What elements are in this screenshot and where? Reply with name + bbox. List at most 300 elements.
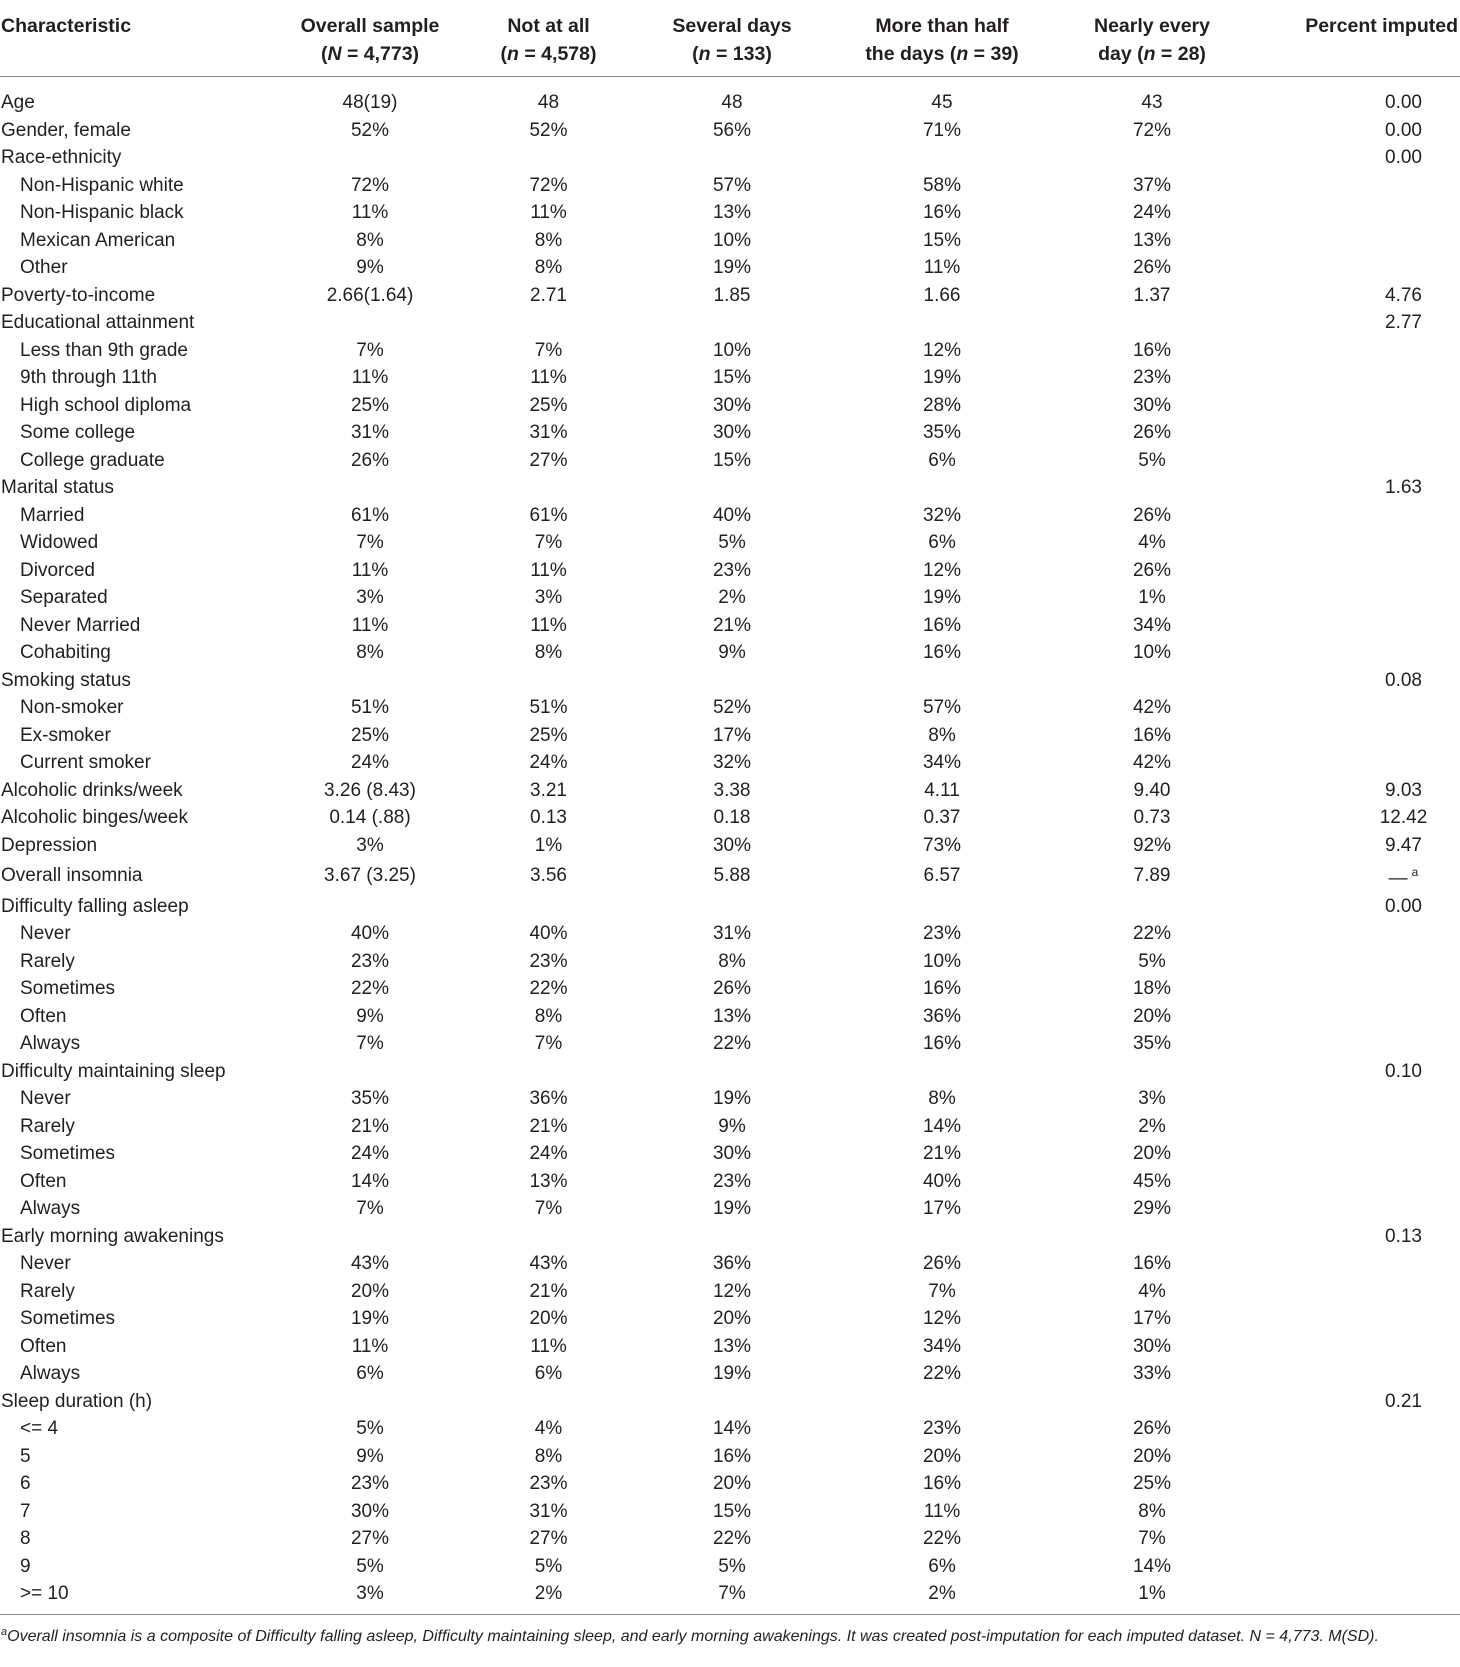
row-label: High school diploma <box>20 394 192 416</box>
cell-nearly: 26% <box>1132 504 1172 526</box>
row-label: Early morning awakenings <box>1 1225 224 1247</box>
cell-overall <box>290 309 450 337</box>
cell-notatall: 27% <box>529 449 568 471</box>
cell-notatall: 7% <box>534 1198 563 1219</box>
table-row <box>0 199 1460 227</box>
cell-nearly: 9.40 <box>1133 779 1171 801</box>
cell-overall: 22% <box>350 978 390 999</box>
cell-morehalf: 23% <box>922 923 962 944</box>
row-label: Difficulty falling asleep <box>1 895 189 917</box>
cell-morehalf: 6% <box>928 1555 956 1577</box>
table-row <box>0 419 1460 447</box>
cell-overall: 27% <box>350 1528 390 1549</box>
cell-notatall: 5% <box>534 1555 563 1577</box>
imputed-value: 9.03 <box>1385 779 1422 801</box>
table-row <box>0 529 1460 557</box>
header-overall-line1: Overall sample <box>300 15 440 37</box>
row-label: <= 4 <box>20 1418 59 1439</box>
row-label: Smoking status <box>1 669 131 691</box>
cell-several: 52% <box>712 697 752 718</box>
cell-percent-imputed <box>1237 227 1460 255</box>
cell-notatall: 6% <box>534 1363 563 1384</box>
row-label: Less than 9th grade <box>20 339 188 361</box>
cell-percent-imputed <box>1237 392 1460 420</box>
table-row <box>0 172 1460 200</box>
cell-notatall: 27% <box>529 1528 568 1549</box>
cell-nearly <box>1067 474 1237 502</box>
header-morehalf-line1: More than half <box>875 15 1009 37</box>
cell-nearly: 34% <box>1132 614 1172 636</box>
table-row <box>0 749 1460 777</box>
cell-morehalf: 19% <box>922 367 962 388</box>
cell-overall: 8% <box>356 229 384 251</box>
cell-several: 13% <box>712 1335 752 1357</box>
cell-several: 21% <box>712 614 752 636</box>
cell-notatall: 8% <box>534 1005 563 1027</box>
cell-several <box>647 309 817 337</box>
imputed-value: 4.76 <box>1385 284 1422 306</box>
cell-percent-imputed <box>1237 749 1460 777</box>
cell-notatall: 1% <box>534 834 563 856</box>
row-label: Other <box>20 257 68 278</box>
cell-morehalf: 7% <box>928 1280 956 1302</box>
table-row <box>0 474 1460 502</box>
cell-notatall: 24% <box>529 752 568 773</box>
cell-overall: 31% <box>350 422 390 443</box>
cell-morehalf: 36% <box>922 1005 962 1027</box>
table-row <box>0 309 1460 337</box>
table-row <box>0 832 1460 860</box>
cell-morehalf: 12% <box>922 1308 962 1329</box>
cell-nearly <box>1067 144 1237 172</box>
cell-morehalf: 16% <box>922 202 962 223</box>
cell-nearly: 72% <box>1132 119 1172 141</box>
row-label: Non-smoker <box>20 697 124 718</box>
header-several-line1: Several days <box>672 15 792 37</box>
cell-percent-imputed <box>1237 1058 1460 1086</box>
table-row <box>0 722 1460 750</box>
imputed-value: 12.42 <box>1379 807 1428 828</box>
cell-notatall: 3.21 <box>530 779 567 801</box>
cell-overall: 72% <box>350 174 390 196</box>
table-row <box>0 557 1460 585</box>
row-label: Rarely <box>20 950 75 972</box>
cell-nearly: 20% <box>1132 1445 1172 1467</box>
cell-notatall: 22% <box>529 978 568 999</box>
cell-overall: 2.66(1.64) <box>326 284 414 306</box>
cell-nearly <box>1067 893 1237 921</box>
row-label: Overall insomnia <box>1 865 143 886</box>
header-nearly-line1: Nearly every <box>1093 15 1210 37</box>
row-label: Non-Hispanic white <box>20 174 184 196</box>
table-row <box>0 282 1460 310</box>
cell-notatall <box>450 1223 647 1251</box>
table-row <box>0 1498 1460 1526</box>
cell-morehalf: 11% <box>923 1500 961 1522</box>
row-label: Educational attainment <box>1 312 195 333</box>
cell-overall: 23% <box>350 950 390 972</box>
cell-overall: 5% <box>356 1555 384 1577</box>
cell-morehalf: 0.37 <box>923 807 961 828</box>
cell-notatall: 8% <box>534 257 563 278</box>
cell-morehalf: 32% <box>922 504 962 526</box>
cell-overall: 21% <box>350 1115 390 1137</box>
table-row <box>0 1388 1460 1416</box>
cell-notatall <box>450 1388 647 1416</box>
cell-overall <box>290 893 450 921</box>
cell-several: 23% <box>712 559 752 581</box>
cell-nearly: 0.73 <box>1133 807 1171 828</box>
cell-several: 32% <box>712 752 752 773</box>
cell-nearly: 5% <box>1138 449 1166 471</box>
row-label: Never <box>20 923 71 944</box>
cell-overall: 7% <box>356 532 384 553</box>
cell-notatall: 4% <box>534 1418 563 1439</box>
table-row <box>0 1415 1460 1443</box>
table-row <box>0 447 1460 475</box>
cell-morehalf: 16% <box>922 978 962 999</box>
cell-percent-imputed <box>1237 1113 1460 1141</box>
cell-several: 15% <box>712 367 752 388</box>
cell-nearly <box>1067 1223 1237 1251</box>
cell-nearly: 2% <box>1138 1115 1166 1137</box>
cell-nearly: 24% <box>1132 202 1172 223</box>
cell-notatall <box>450 667 647 695</box>
cell-percent-imputed <box>1237 1525 1460 1553</box>
row-label: Always <box>20 1198 81 1219</box>
cell-several <box>647 1388 817 1416</box>
row-label: Current smoker <box>20 752 151 773</box>
cell-overall: 30% <box>350 1500 390 1522</box>
cell-morehalf <box>817 309 1067 337</box>
header-percent-imputed <box>1237 12 1460 77</box>
header-overall-sample: Overall sample (N = 4,773) <box>290 12 450 77</box>
header-notatall-var: n <box>507 43 519 65</box>
cell-percent-imputed <box>1237 199 1460 227</box>
cell-overall: 7% <box>356 1033 384 1054</box>
cell-percent-imputed <box>1237 282 1460 310</box>
cell-nearly: 25% <box>1132 1473 1172 1494</box>
cell-notatall: 20% <box>529 1308 568 1329</box>
header-morehalf-count: = 39) <box>968 43 1019 65</box>
row-label: Rarely <box>20 1280 75 1302</box>
cell-notatall: 11% <box>530 1335 567 1357</box>
row-label: Sleep duration (h) <box>1 1390 153 1412</box>
table-row <box>0 859 1460 893</box>
row-label: 9th through 11th <box>20 367 157 388</box>
row-label: Never Married <box>20 614 141 636</box>
cell-morehalf: 22% <box>922 1363 962 1384</box>
cell-nearly: 13% <box>1132 229 1172 251</box>
table-row <box>0 1470 1460 1498</box>
cell-morehalf: 6% <box>928 532 956 553</box>
table-row <box>0 1278 1460 1306</box>
cell-nearly: 42% <box>1132 752 1172 773</box>
cell-morehalf <box>817 893 1067 921</box>
table-row <box>0 254 1460 282</box>
cell-several: 8% <box>718 950 746 972</box>
cell-several <box>647 1223 817 1251</box>
cell-morehalf: 16% <box>922 614 962 636</box>
cell-nearly: 1% <box>1138 587 1166 608</box>
row-label: Marital status <box>1 477 114 498</box>
cell-notatall <box>450 144 647 172</box>
cell-percent-imputed <box>1237 948 1460 976</box>
cell-several: 36% <box>712 1253 752 1274</box>
imputed-value: 0.00 <box>1385 119 1422 141</box>
table-row <box>0 920 1460 948</box>
cell-overall: 11% <box>351 1335 389 1357</box>
cell-percent-imputed <box>1237 309 1460 337</box>
cell-nearly: 30% <box>1132 1335 1172 1357</box>
cell-overall: 9% <box>356 1445 384 1467</box>
header-characteristic-text: Characteristic <box>1 15 132 37</box>
cell-nearly: 3% <box>1138 1088 1166 1109</box>
table-row <box>0 893 1460 921</box>
cell-several: 19% <box>712 1198 752 1219</box>
cell-notatall: 31% <box>529 1500 568 1522</box>
cell-several: 19% <box>712 1088 752 1109</box>
row-label: 5 <box>20 1445 31 1467</box>
row-label: Sometimes <box>20 1308 116 1329</box>
cell-percent-imputed <box>1237 529 1460 557</box>
cell-several: 13% <box>712 202 752 223</box>
cell-overall: 9% <box>356 1005 384 1027</box>
cell-morehalf <box>817 1058 1067 1086</box>
cell-morehalf: 12% <box>922 559 962 581</box>
row-label: Never <box>20 1253 71 1274</box>
cell-notatall: 8% <box>534 1445 563 1467</box>
imputed-value: 2.77 <box>1385 312 1422 333</box>
cell-nearly: 43 <box>1141 92 1163 113</box>
cell-nearly: 26% <box>1132 257 1172 278</box>
cell-several: 56% <box>712 119 752 141</box>
table-row <box>0 639 1460 667</box>
row-label: Gender, female <box>1 119 131 141</box>
cell-percent-imputed <box>1237 612 1460 640</box>
cell-several: 22% <box>712 1528 752 1549</box>
cell-morehalf: 26% <box>922 1253 962 1274</box>
cell-morehalf: 16% <box>922 1473 962 1494</box>
table-row <box>0 1333 1460 1361</box>
cell-nearly: 33% <box>1132 1363 1172 1384</box>
cell-notatall: 7% <box>534 1033 563 1054</box>
cell-percent-imputed <box>1237 1415 1460 1443</box>
row-label: Widowed <box>20 532 99 553</box>
cell-several: 10% <box>712 339 752 361</box>
cell-percent-imputed <box>1237 172 1460 200</box>
cell-nearly: 4% <box>1138 1280 1166 1302</box>
header-several-days: Several days (n = 133) <box>647 12 817 77</box>
cell-notatall: 2% <box>450 1580 647 1614</box>
table-row <box>0 364 1460 392</box>
cell-percent-imputed <box>1237 1470 1460 1498</box>
cell-nearly: 26% <box>1132 422 1172 443</box>
imputed-value: 9.47 <box>1385 834 1422 856</box>
cell-morehalf: 28% <box>922 394 962 416</box>
cell-overall <box>290 474 450 502</box>
cell-several: 30% <box>712 834 752 856</box>
cell-overall <box>290 667 450 695</box>
cell-notatall: 11% <box>530 614 567 636</box>
header-imputed-text: Percent imputed <box>1305 15 1458 37</box>
row-label: Race-ethnicity <box>1 147 122 168</box>
cell-several: 9% <box>718 642 746 663</box>
cell-morehalf: 8% <box>928 1088 956 1109</box>
row-label: 7 <box>20 1500 31 1522</box>
table-row <box>0 144 1460 172</box>
cell-notatall: 48 <box>537 92 560 113</box>
cell-several: 20% <box>712 1308 752 1329</box>
cell-several <box>647 1058 817 1086</box>
cell-morehalf: 16% <box>922 642 962 663</box>
cell-morehalf: 4.11 <box>924 779 960 801</box>
cell-several: 23% <box>712 1170 752 1192</box>
cell-nearly: 1% <box>1067 1580 1237 1614</box>
cell-overall: 14% <box>350 1170 390 1192</box>
row-label: Ex-smoker <box>20 724 111 746</box>
imputed-value: 0.21 <box>1385 1390 1422 1412</box>
table-row <box>0 77 1460 117</box>
table-row <box>0 1003 1460 1031</box>
row-label: Cohabiting <box>20 642 111 663</box>
table-row <box>0 1443 1460 1471</box>
cell-notatall: 21% <box>529 1115 568 1137</box>
cell-percent-imputed <box>1237 694 1460 722</box>
cell-morehalf: 22% <box>922 1528 962 1549</box>
cell-notatall: 23% <box>529 950 568 972</box>
cell-morehalf: 16% <box>922 1033 962 1054</box>
imputed-value: 1.63 <box>1385 477 1422 498</box>
cell-morehalf: 19% <box>922 587 962 608</box>
cell-morehalf: 8% <box>928 724 956 746</box>
cell-nearly: 1.37 <box>1133 284 1171 306</box>
cell-several: 5.88 <box>713 865 751 886</box>
cell-percent-imputed <box>1237 144 1460 172</box>
row-label: Alcoholic drinks/week <box>1 779 183 801</box>
cell-percent-imputed <box>1237 447 1460 475</box>
cell-nearly: 16% <box>1132 1253 1172 1274</box>
cell-nearly: 7.89 <box>1133 865 1171 886</box>
table-row <box>0 1030 1460 1058</box>
header-notatall-line1: Not at all <box>507 15 590 37</box>
cell-nearly: 10% <box>1132 642 1172 663</box>
cell-several: 19% <box>712 1363 752 1384</box>
cell-morehalf: 2% <box>817 1580 1067 1614</box>
cell-overall: 11% <box>351 367 389 388</box>
cell-morehalf: 23% <box>922 1418 962 1439</box>
row-label: Depression <box>1 834 98 856</box>
cell-morehalf: 1.66 <box>923 284 961 306</box>
cell-several <box>647 893 817 921</box>
cell-notatall: 11% <box>530 367 567 388</box>
cell-several: 13% <box>712 1005 752 1027</box>
header-several-var: n <box>698 43 711 65</box>
cell-overall: 61% <box>350 504 390 526</box>
row-label: 9 <box>20 1555 31 1577</box>
imputed-value: 0.00 <box>1385 92 1422 113</box>
header-nearly-count: = 28) <box>1155 43 1206 65</box>
cell-overall: 3% <box>290 1580 450 1614</box>
cell-morehalf <box>817 144 1067 172</box>
table-header <box>0 12 1460 77</box>
cell-overall: 48(19) <box>342 92 398 113</box>
cell-morehalf <box>817 1388 1067 1416</box>
cell-morehalf: 14% <box>922 1115 962 1137</box>
cell-morehalf: 11% <box>923 257 961 278</box>
cell-notatall <box>450 474 647 502</box>
table-footnote <box>1 1620 1456 1649</box>
cell-several: 3.38 <box>713 779 751 801</box>
cell-overall <box>290 1388 450 1416</box>
header-nearly-every-day <box>1067 12 1237 77</box>
cell-percent-imputed <box>1237 117 1460 145</box>
cell-overall: 5% <box>356 1418 384 1439</box>
cell-notatall: 51% <box>529 697 568 718</box>
cell-several: 30% <box>712 394 752 416</box>
cell-notatall <box>450 893 647 921</box>
cell-nearly <box>1067 309 1237 337</box>
header-several-count: = 133) <box>710 43 772 65</box>
cell-percent-imputed <box>1237 337 1460 365</box>
cell-morehalf <box>817 1223 1067 1251</box>
cell-nearly: 18% <box>1132 978 1172 999</box>
cell-overall: 24% <box>350 752 390 773</box>
cell-overall: 3.67 (3.25) <box>324 865 416 886</box>
cell-morehalf: 10% <box>922 950 962 972</box>
cell-morehalf: 58% <box>922 174 962 196</box>
table-row <box>0 1085 1460 1113</box>
cell-percent-imputed <box>1237 1085 1460 1113</box>
cell-nearly <box>1067 1058 1237 1086</box>
cell-several <box>647 474 817 502</box>
imputed-value: 0.13 <box>1385 1225 1422 1247</box>
cell-overall: 3% <box>356 587 384 608</box>
cell-morehalf: 34% <box>922 752 962 773</box>
row-label: Always <box>20 1033 81 1054</box>
cell-several: 31% <box>712 923 752 944</box>
cell-nearly: 17% <box>1132 1308 1172 1329</box>
cell-nearly: 22% <box>1132 923 1172 944</box>
cell-overall: 8% <box>356 642 384 663</box>
cell-nearly: 26% <box>1132 1418 1172 1439</box>
cell-nearly: 4% <box>1138 532 1166 553</box>
cell-percent-imputed <box>1237 474 1460 502</box>
cell-several: 14% <box>712 1418 752 1439</box>
row-label: Poverty-to-income <box>1 284 156 306</box>
cell-overall: 40% <box>350 923 390 944</box>
row-label: >= 10 <box>0 1580 290 1614</box>
table-row <box>0 694 1460 722</box>
row-label: Always <box>20 1363 81 1384</box>
cell-several: 30% <box>712 422 752 443</box>
footnote-text: Overall insomnia is a composite of Difficulty falling asleep, Difficulty maintaining sleep, and early morning awakenings. It was created post-imputation for each imputed dataset. N = 4,773. M(SD). <box>7 1628 1379 1645</box>
cell-overall: 26% <box>350 449 390 471</box>
cell-notatall: 11% <box>530 202 567 223</box>
cell-overall: 25% <box>350 724 390 746</box>
cell-percent-imputed <box>1237 1305 1460 1333</box>
cell-nearly: 16% <box>1132 339 1172 361</box>
row-label: Separated <box>20 587 108 608</box>
cell-nearly: 30% <box>1132 394 1172 416</box>
cell-several: 12% <box>712 1280 752 1302</box>
cell-percent-imputed <box>1237 1580 1460 1614</box>
header-notatall-count: = 4,578) <box>518 43 597 65</box>
cell-percent-imputed <box>1237 975 1460 1003</box>
cell-several: 1.85 <box>713 284 751 306</box>
imputed-value: — <box>1388 868 1408 889</box>
cell-overall: 3.26 (8.43) <box>324 779 416 801</box>
